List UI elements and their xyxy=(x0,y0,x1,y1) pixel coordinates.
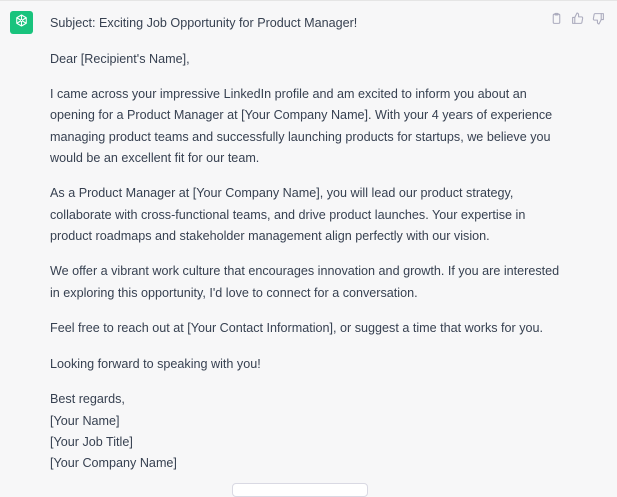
paragraph-line: managing product teams and successfully launching products for startups, we believe you xyxy=(50,129,551,144)
subject-line: Subject: Exciting Job Opportunity for Product Manager! xyxy=(50,16,358,30)
message-paragraph xyxy=(50,183,550,247)
paragraph-line: [Your Job Title] xyxy=(50,434,133,449)
paragraph-line: [Your Name] xyxy=(50,413,120,428)
dislike-button[interactable] xyxy=(590,13,606,29)
message-paragraph xyxy=(50,49,550,70)
message-paragraph xyxy=(50,84,553,169)
message-subject xyxy=(50,13,550,34)
assistant-logo-icon xyxy=(14,13,29,33)
assistant-avatar xyxy=(10,11,33,34)
paragraph-line: in exploring this opportunity, I'd love to connect for a conversation. xyxy=(50,285,418,300)
paragraph-line: product roadmaps and stakeholder management align perfectly with our vision. xyxy=(50,228,490,243)
paragraph-line: collaborate with cross-functional teams, and drive product launches. Your expertise in xyxy=(50,207,526,222)
message-paragraph xyxy=(50,318,550,339)
paragraph-line: As a Product Manager at [Your Company Name], you will lead our product strategy, xyxy=(50,186,514,201)
paragraph-line: We offer a vibrant work culture that encourages innovation and growth. If you are interested xyxy=(50,264,560,279)
message-paragraph xyxy=(50,354,550,375)
paragraph-line: opening for a Product Manager at [Your Company Name]. With your 4 years of experience xyxy=(50,108,553,123)
regenerate-button[interactable] xyxy=(232,483,368,497)
paragraph-line: would be an excellent fit for our team. xyxy=(50,150,260,165)
thumbs-up-icon xyxy=(571,12,584,30)
like-button[interactable] xyxy=(569,13,585,29)
message-body xyxy=(50,13,560,489)
paragraph-line: [Your Company Name] xyxy=(50,455,177,470)
paragraph-line: I came across your impressive LinkedIn profile and am excited to inform you about an xyxy=(50,87,527,102)
copy-button[interactable] xyxy=(548,13,564,29)
clipboard-icon xyxy=(550,12,563,30)
paragraph-line: Best regards, xyxy=(50,392,125,407)
message-paragraph xyxy=(50,261,560,303)
message-actions xyxy=(548,13,606,29)
paragraph-line: Dear [Recipient's Name], xyxy=(50,51,190,66)
paragraph-line: Looking forward to speaking with you! xyxy=(50,356,261,371)
message-paragraph xyxy=(50,389,550,474)
thumbs-down-icon xyxy=(592,12,605,30)
paragraph-line: Feel free to reach out at [Your Contact Information], or suggest a time that works for you. xyxy=(50,321,544,336)
